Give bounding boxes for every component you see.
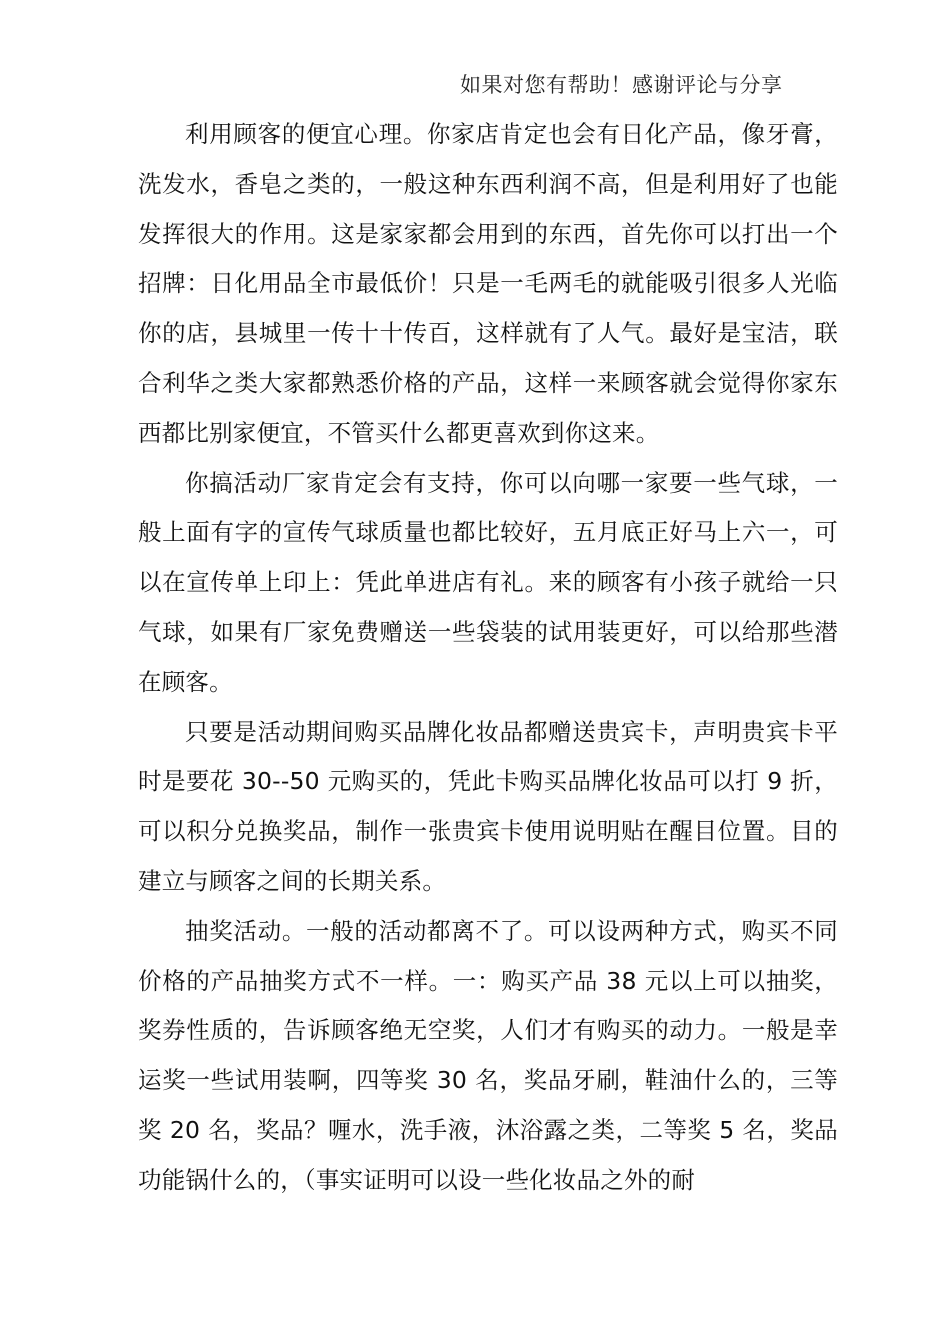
paragraph-balloon-promotion: 你搞活动厂家肯定会有支持，你可以向哪一家要一些气球，一般上面有字的宣传气球质量也都比较好，五月底正好马上六一，可以在宣传单上印上：凭此单进店有礼。来的顾客有小孩子就给一只气球，如果有厂家免费赠送一些袋装的试用装更好，可以给那些潜在顾客。 <box>138 468 838 696</box>
header-note: 如果对您有帮助！感谢评论与分享 <box>460 73 783 97</box>
paragraph-lottery-activity: 抽奖活动。一般的活动都离不了。可以设两种方式，购买不同价格的产品抽奖方式不一样。一：购买产品 38 元以上可以抽奖，奖券性质的，告诉顾客绝无空奖，人们才有购买的动力。一般是幸运奖一些试用装啊，四等奖 30 名，奖品牙刷，鞋油什么的，三等奖 20 名，奖品？喱水，洗手液，沐浴露之类，二等奖 5 名，奖品功能锅什么的，（事实证明可以设一些化妆品之外的耐 <box>138 916 838 1194</box>
body-text <box>138 110 838 1206</box>
paragraph-bargain-psychology: 利用顾客的便宜心理。你家店肯定也会有日化产品，像牙膏，洗发水，香皂之类的，一般这种东西利润不高，但是利用好了也能发挥很大的作用。这是家家都会用到的东西，首先你可以打出一个招牌：日化用品全市最低价！只是一毛两毛的就能吸引很多人光临你的店，县城里一传十十传百，这样就有了人气。最好是宝洁，联合利华之类大家都熟悉价格的产品，这样一来顾客就会觉得你家东西都比别家便宜，不管买什么都更喜欢到你这来。 <box>138 120 838 447</box>
paragraph-vip-card: 只要是活动期间购买品牌化妆品都赠送贵宾卡，声明贵宾卡平时是要花 30--50 元购买的，凭此卡购买品牌化妆品可以打 9 折，可以积分兑换奖品，制作一张贵宾卡使用说明贴在醒目位置。目的建立与顾客之间的长期关系。 <box>138 717 838 895</box>
